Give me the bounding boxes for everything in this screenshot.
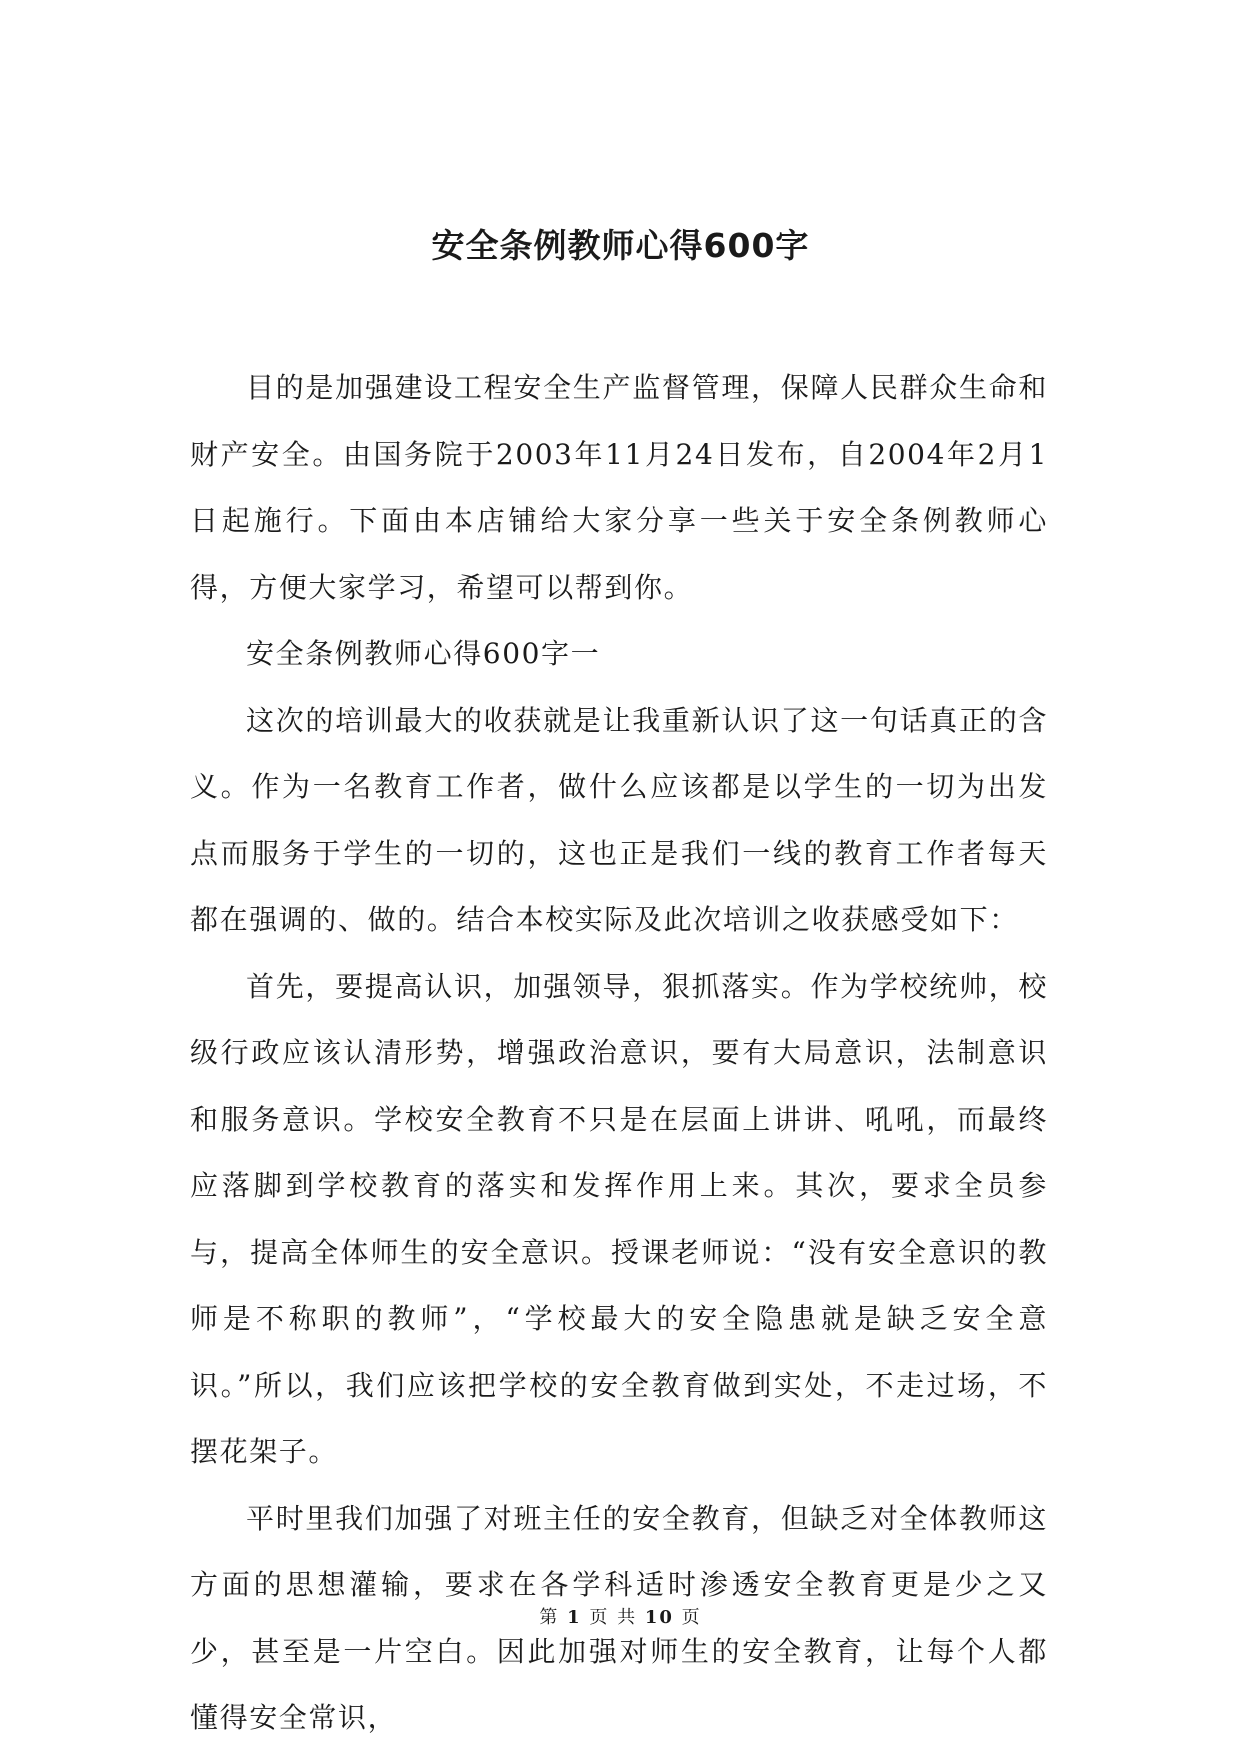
footer-middle: 页 共 xyxy=(589,1607,638,1628)
page-footer xyxy=(0,1604,1241,1632)
document-title: 安全条例教师心得600字 xyxy=(431,226,810,265)
body-paragraph: 首先，要提高认识，加强领导，狠抓落实。作为学校统帅，校级行政应该认清形势，增强政治意识，要有大局意识，法制意识和服务意识。学校安全教育不只是在层面上讲讲、吼吼，而最终应落脚到学校教育的落实和发挥作用上来。其次，要求全员参与，提高全体师生的安全意识。授课老师说：“没有安全意识的教师是不称职的教师”，“学校最大的安全隐患就是缺乏安全意识。”所以，我们应该把学校的安全教育做到实处，不走过场，不摆花架子。 xyxy=(190,969,1048,1468)
total-pages-number: 10 xyxy=(644,1607,674,1628)
section-heading: 安全条例教师心得600字一 xyxy=(246,637,601,670)
current-page-number: 1 xyxy=(567,1607,582,1628)
footer-suffix: 页 xyxy=(681,1607,702,1628)
intro-paragraph: 目的是加强建设工程安全生产监督管理，保障人民群众生命和财产安全。由国务院于2003年11月24日发布，自2004年2月1日起施行。下面由本店铺给大家分享一些关于安全条例教师心得，方便大家学习，希望可以帮到你。 xyxy=(190,371,1048,604)
document-body xyxy=(190,355,1048,1752)
footer-prefix: 第 xyxy=(539,1607,560,1628)
body-paragraph: 平时里我们加强了对班主任的安全教育，但缺乏对全体教师这方面的思想灌输，要求在各学科适时渗透安全教育更是少之又少，甚至是一片空白。因此加强对师生的安全教育，让每个人都懂得安全常识， xyxy=(190,1501,1048,1734)
body-paragraph: 这次的培训最大的收获就是让我重新认识了这一句话真正的含义。作为一名教育工作者，做什么应该都是以学生的一切为出发点而服务于学生的一切的，这也正是我们一线的教育工作者每天都在强调的、做的。结合本校实际及此次培训之收获感受如下： xyxy=(190,703,1048,936)
